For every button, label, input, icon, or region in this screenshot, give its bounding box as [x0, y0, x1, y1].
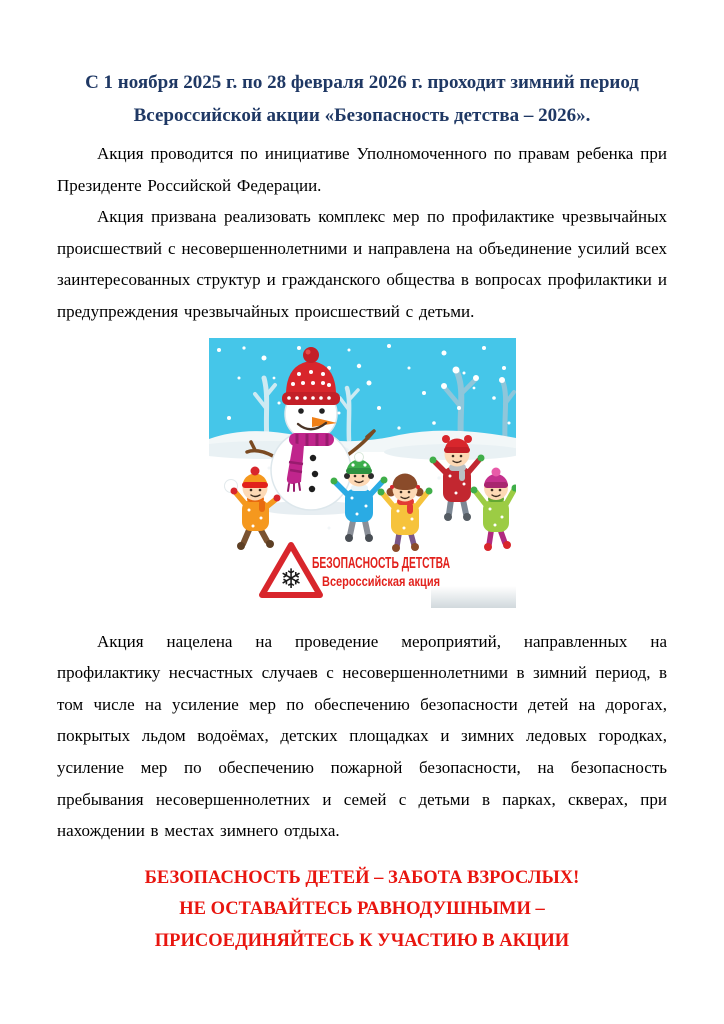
paragraph-measures: Акция нацелена на проведение мероприятий, направленных на профилактику несчастных случаев с несовершеннолетними в зимний период, в том числе на усиление мер по обеспечению безопасности детей на дорогах, покрытых льдом водоёмах, детских площадках и зимних ледовых городках, усиление мер по обеспечению пожарной безопасности, на безопасность пребывания несовершеннолетних и семей с детьми в парках, скверах, при нахождении в местах зимнего отдыха. [57, 631, 667, 841]
banner-line-2: НЕ ОСТАВАЙТЕСЬ РАВНОДУШНЫМИ – [179, 899, 545, 920]
page-title [57, 66, 667, 132]
sky [209, 338, 516, 442]
banner-line-3: ПРИСОЕДИНЯЙТЕСЬ К УЧАСТИЮ В АКЦИИ [154, 930, 570, 951]
snowflake-icon: ❄ [279, 563, 302, 595]
banner-line-1: БЕЗОПАСНОСТЬ ДЕТЕЙ – ЗАБОТА ВЗРОСЛЫХ! [144, 867, 580, 888]
photo-fade-artifact [431, 586, 516, 608]
winter-illustration [209, 338, 516, 610]
title-line-2: Всероссийской акции «Безопасность детства – 2026». [133, 105, 591, 126]
sign-subtitle: Всероссийская акция [321, 572, 440, 589]
call-to-action-banner [57, 863, 667, 958]
paragraph-initiative: Акция проводится по инициативе Уполномоченного по правам ребенка при Президенте Российской Федерации. [57, 144, 667, 195]
sign-title: БЕЗОПАСНОСТЬ ДЕТСТВА [311, 554, 450, 572]
winter-illustration-figure [209, 338, 516, 610]
paragraph-goals: Акция призвана реализовать комплекс мер по профилактике чрезвычайных происшествий с несовершеннолетними и направлена на объединение усилий всех заинтересованных структур и гражданского общества в вопросах профилактики и предупреждения чрезвычайных происшествий с детьми. [57, 207, 667, 321]
title-line-1: С 1 ноября 2025 г. по 28 февраля 2026 г. проходит зимний период [85, 72, 639, 93]
